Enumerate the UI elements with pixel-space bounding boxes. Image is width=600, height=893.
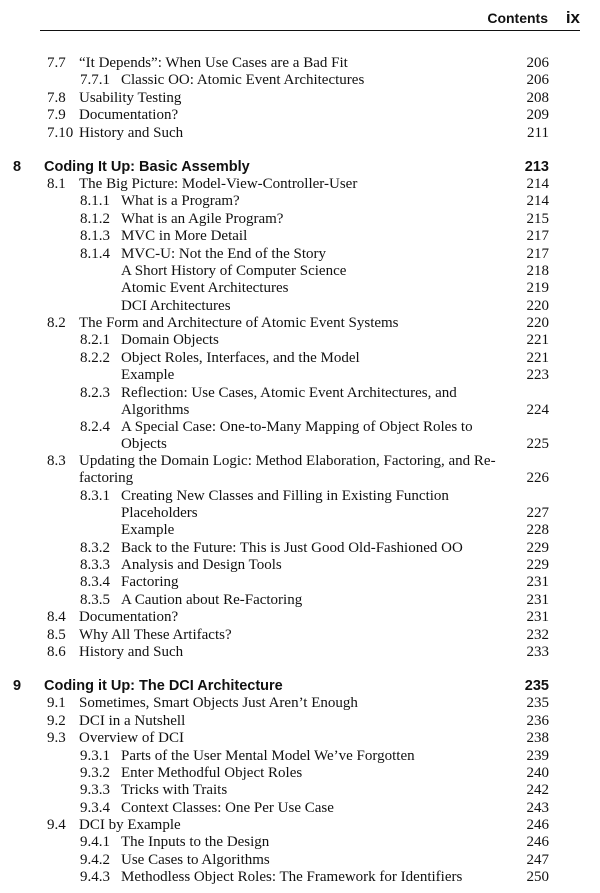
toc-entry-page: 231 xyxy=(526,591,549,608)
toc-entry xyxy=(0,246,600,263)
toc-entry-number: 8.2.3 xyxy=(80,384,110,401)
toc-entry-title: Documentation? xyxy=(79,609,179,626)
toc-entry-number: 8.3.3 xyxy=(80,556,110,573)
toc-entry-title: Methodless Object Roles: The Framework for Identifiers xyxy=(121,869,463,886)
toc-chapter-entry xyxy=(0,158,600,176)
toc-entry-title: DCI Architectures xyxy=(121,297,231,314)
toc-entry-number: 8.2 xyxy=(47,315,66,332)
toc-entry-number: 8.4 xyxy=(47,609,66,626)
toc-entry xyxy=(0,298,600,315)
toc-entry-title: Reflection: Use Cases, Atomic Event Architectures, and Algorithms xyxy=(121,384,457,418)
toc-entry-page: 206 xyxy=(526,72,549,89)
toc-entry-number: 8.1 xyxy=(47,175,66,192)
toc-entry xyxy=(0,211,600,228)
toc-entry-number: 8.1.4 xyxy=(80,245,110,262)
toc-entry-number: 8.3.4 xyxy=(80,574,110,591)
toc-entry xyxy=(0,748,600,765)
toc-entry-number: 8.3.1 xyxy=(80,487,110,504)
toc-entry-title: The Inputs to the Design xyxy=(121,834,270,851)
toc-entry-title: Back to the Future: This is Just Good Old-Fashioned OO xyxy=(121,539,463,556)
toc-entry xyxy=(0,782,600,799)
toc-entry xyxy=(0,869,600,886)
toc-entry-title: Usability Testing xyxy=(79,89,182,106)
toc-entry-title: What is a Program? xyxy=(121,193,240,210)
toc-entry xyxy=(0,592,600,609)
toc-entry-page: 220 xyxy=(526,297,549,314)
toc-entry-title: A Short History of Computer Science xyxy=(121,262,347,279)
toc-entry-title: The Big Picture: Model-View-Controller-User xyxy=(79,175,358,192)
toc-entry-page: 235 xyxy=(526,695,549,712)
toc-entry-number: 9.4 xyxy=(47,817,66,834)
toc-entry xyxy=(0,228,600,245)
toc-entry xyxy=(0,713,600,730)
toc-entry xyxy=(0,540,600,557)
toc-entry-number: 8.2.4 xyxy=(80,419,110,436)
toc-entry-number: 9.3.2 xyxy=(80,764,110,781)
toc-entry xyxy=(0,263,600,280)
toc-entry-page: 217 xyxy=(526,228,549,245)
toc-entry xyxy=(0,419,600,453)
toc-entry-page: 213 xyxy=(524,158,549,175)
toc-entry-title: Factoring xyxy=(121,574,179,591)
toc-entry-title: MVC in More Detail xyxy=(121,228,248,245)
toc-entry-number: 9.2 xyxy=(47,712,66,729)
toc-entry-number: 9.4.1 xyxy=(80,834,110,851)
toc-entry-title: DCI by Example xyxy=(79,817,181,834)
toc-entry-title: Use Cases to Algorithms xyxy=(121,851,270,868)
toc-entry xyxy=(0,834,600,851)
toc-entry-number: 7.7.1 xyxy=(80,72,110,89)
toc-entry xyxy=(0,730,600,747)
toc-entry-title: Creating New Classes and Filling in Existing Function Placeholders xyxy=(121,487,449,521)
toc-entry xyxy=(0,488,600,522)
toc-entry-title: MVC-U: Not the End of the Story xyxy=(121,245,326,262)
toc-entry-number: 7.9 xyxy=(47,107,66,124)
toc-entry-number: 9.4.3 xyxy=(80,869,110,886)
toc-entry xyxy=(0,193,600,210)
toc-entry xyxy=(0,385,600,419)
toc-entry-number: 8.6 xyxy=(47,643,66,660)
toc-entry-page: 246 xyxy=(526,834,549,851)
toc-entry xyxy=(0,695,600,712)
toc-entry-page: 229 xyxy=(526,539,549,556)
toc-entry-number: 8.3 xyxy=(47,453,66,470)
toc-entry-page: 223 xyxy=(526,367,549,384)
toc-entry-page: 231 xyxy=(526,574,549,591)
toc-entry-title: Enter Methodful Object Roles xyxy=(121,764,303,781)
toc-entry-title: What is an Agile Program? xyxy=(121,210,284,227)
toc-entry-page: 229 xyxy=(526,556,549,573)
toc-entry xyxy=(0,280,600,297)
toc-entry-page: 221 xyxy=(526,332,549,349)
toc-entry-page: 220 xyxy=(526,315,549,332)
toc-entry xyxy=(0,176,600,193)
toc-entry-number: 9.3 xyxy=(47,730,66,747)
toc-entry xyxy=(0,557,600,574)
toc-entry-page: 215 xyxy=(526,210,549,227)
toc-entry xyxy=(0,609,600,626)
toc-entry-title: Example xyxy=(121,367,175,384)
toc-chapter-entry xyxy=(0,677,600,695)
toc-entry xyxy=(0,852,600,869)
toc-entry xyxy=(0,350,600,367)
toc-entry-page: 232 xyxy=(526,626,549,643)
toc-entry-number: 9.1 xyxy=(47,695,66,712)
toc-entry-page: 219 xyxy=(526,280,549,297)
toc-entry-page: 221 xyxy=(526,349,549,366)
toc-entry-number: 9.3.3 xyxy=(80,782,110,799)
toc-entry-title: Context Classes: One Per Use Case xyxy=(121,799,334,816)
toc-entry xyxy=(0,644,600,661)
toc-entry-page: 247 xyxy=(526,851,549,868)
toc-entry-number: 8.3.2 xyxy=(80,539,110,556)
toc-entry-title: A Caution about Re-Factoring xyxy=(121,591,303,608)
toc-entry-page: 224 xyxy=(526,401,549,418)
toc-entry xyxy=(0,72,600,89)
toc-entry-number: 8.1.2 xyxy=(80,210,110,227)
page-number: ix xyxy=(565,8,580,27)
toc-entry-number: 8.5 xyxy=(47,626,66,643)
toc-entry-title: A Special Case: One-to-Many Mapping of Object Roles to Objects xyxy=(121,419,473,453)
toc-entry xyxy=(0,765,600,782)
toc-entry xyxy=(0,315,600,332)
toc-entry-number: 8.2.2 xyxy=(80,349,110,366)
toc-entry-title: Example xyxy=(121,522,175,539)
toc-entry xyxy=(0,107,600,124)
toc-entry-title: Coding it Up: The DCI Architecture xyxy=(44,677,283,694)
toc-entry-page: 217 xyxy=(526,245,549,262)
toc-entry xyxy=(0,574,600,591)
toc-entry-page: 250 xyxy=(526,869,549,886)
toc-entry-title: Domain Objects xyxy=(121,332,219,349)
toc-entry-page: 236 xyxy=(526,712,549,729)
toc-entry-page: 242 xyxy=(526,782,549,799)
toc-entry-page: 211 xyxy=(527,124,549,141)
toc-entry-title: Why All These Artifacts? xyxy=(79,626,232,643)
toc-entry-page: 233 xyxy=(526,643,549,660)
toc-entry-page: 246 xyxy=(526,817,549,834)
toc-entry xyxy=(0,817,600,834)
toc-entry-page: 239 xyxy=(526,747,549,764)
toc-entry-page: 214 xyxy=(526,175,549,192)
toc-entry-title: History and Such xyxy=(79,124,184,141)
toc-entry xyxy=(0,522,600,539)
running-head xyxy=(40,8,580,31)
toc-entry-page: 240 xyxy=(526,764,549,781)
toc-entry-number: 8 xyxy=(13,158,22,175)
toc-entry-page: 208 xyxy=(526,89,549,106)
toc-entry xyxy=(0,627,600,644)
toc-entry-number: 7.10 xyxy=(47,124,74,141)
toc-entry-page: 238 xyxy=(526,730,549,747)
toc-entry-number: 8.1.3 xyxy=(80,228,110,245)
toc-entry-title: History and Such xyxy=(79,643,184,660)
toc-entry-title: “It Depends”: When Use Cases are a Bad Fit xyxy=(79,55,348,71)
toc-entry-number: 7.7 xyxy=(47,55,66,71)
toc-entry xyxy=(0,90,600,107)
toc-entry-title: Classic OO: Atomic Event Architectures xyxy=(121,72,365,89)
toc-entry-page: 227 xyxy=(526,504,549,521)
toc-entry-title: DCI in a Nutshell xyxy=(79,712,186,729)
running-head-title: Contents xyxy=(487,10,548,26)
toc-entry-number: 8.3.5 xyxy=(80,591,110,608)
table-of-contents xyxy=(0,55,600,887)
toc-entry-number: 9.3.1 xyxy=(80,747,110,764)
toc-entry xyxy=(0,55,600,72)
toc-entry-number: 7.8 xyxy=(47,89,66,106)
toc-entry-number: 8.2.1 xyxy=(80,332,110,349)
toc-entry xyxy=(0,800,600,817)
toc-entry-title: Analysis and Design Tools xyxy=(121,556,282,573)
toc-entry-page: 235 xyxy=(524,677,549,694)
toc-entry-number: 9 xyxy=(13,677,22,694)
toc-entry-title: Atomic Event Architectures xyxy=(121,280,289,297)
toc-entry-title: The Form and Architecture of Atomic Event Systems xyxy=(79,315,399,332)
toc-entry-title: Documentation? xyxy=(79,107,179,124)
toc-entry xyxy=(0,125,600,142)
toc-entry-number: 8.1.1 xyxy=(80,193,110,210)
toc-entry-page: 225 xyxy=(526,436,549,453)
toc-entry xyxy=(0,367,600,384)
toc-entry-number: 9.4.2 xyxy=(80,851,110,868)
toc-entry-page: 228 xyxy=(526,522,549,539)
toc-entry-title: Parts of the User Mental Model We’ve Forgotten xyxy=(121,747,415,764)
toc-entry-title: Overview of DCI xyxy=(79,730,184,747)
toc-entry xyxy=(0,453,600,487)
toc-entry-page: 209 xyxy=(526,107,549,124)
toc-entry-title: Tricks with Traits xyxy=(121,782,228,799)
toc-entry-page: 226 xyxy=(526,470,549,487)
toc-entry-title: Sometimes, Smart Objects Just Aren’t Enough xyxy=(79,695,358,712)
toc-entry-page: 231 xyxy=(526,609,549,626)
toc-entry-title: Updating the Domain Logic: Method Elaboration, Factoring, and Re-factoring xyxy=(79,453,496,487)
toc-entry-page: 218 xyxy=(526,262,549,279)
toc-entry-number: 9.3.4 xyxy=(80,799,110,816)
toc-entry xyxy=(0,332,600,349)
toc-entry-title: Coding It Up: Basic Assembly xyxy=(44,158,250,175)
toc-entry-page: 206 xyxy=(526,55,549,71)
toc-entry-page: 214 xyxy=(526,193,549,210)
toc-entry-page: 243 xyxy=(526,799,549,816)
toc-entry-title: Object Roles, Interfaces, and the Model xyxy=(121,349,360,366)
